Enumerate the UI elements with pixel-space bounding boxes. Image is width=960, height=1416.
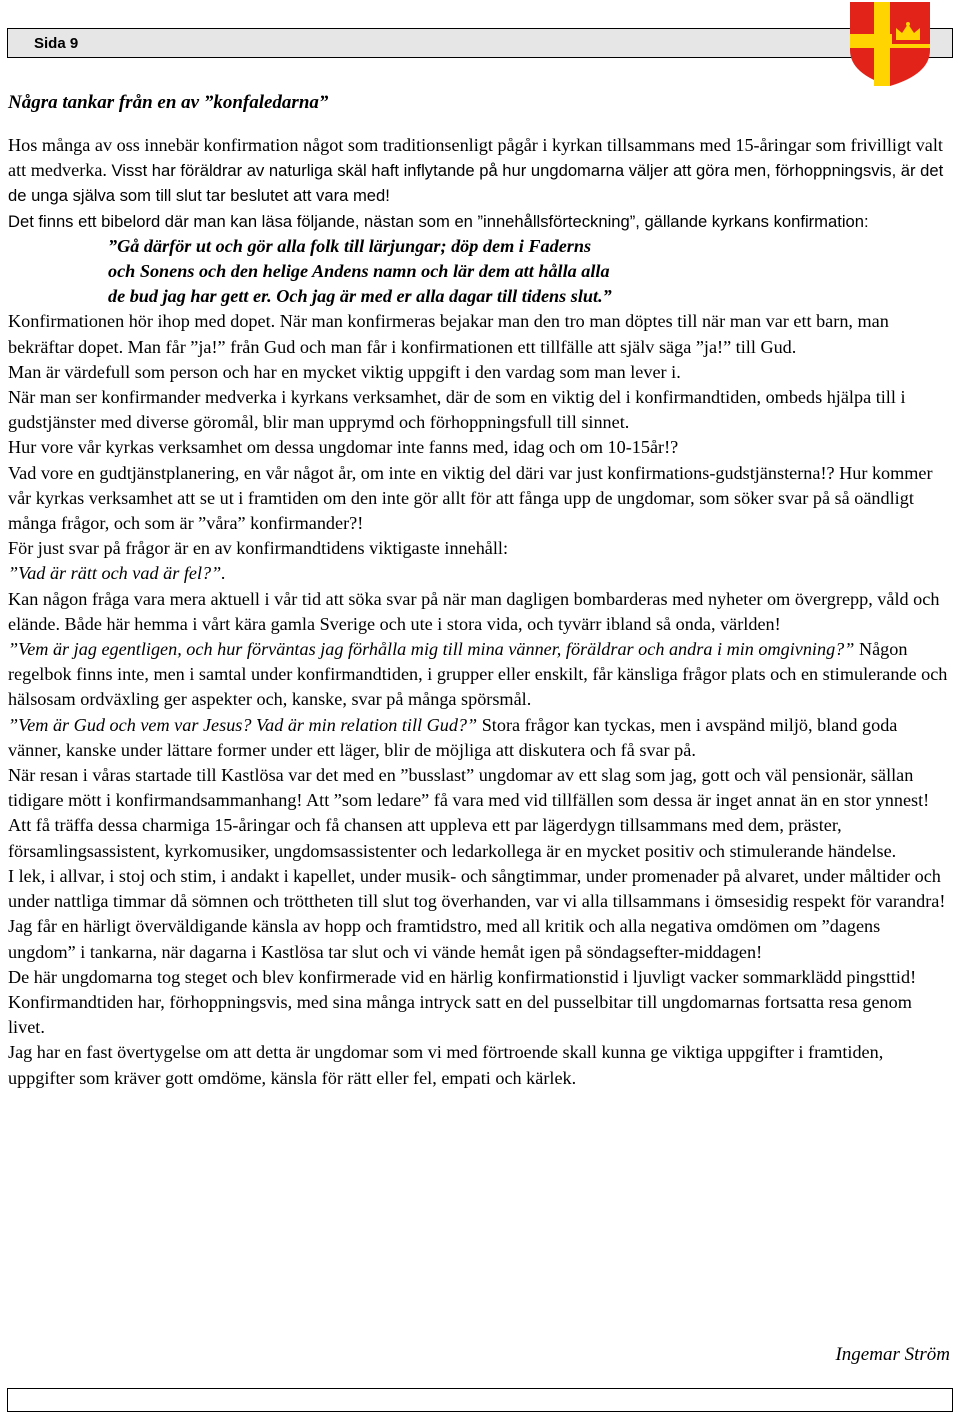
article-title: Några tankar från en av ”konfaledarna”	[8, 92, 329, 113]
paragraph: ”Vem är jag egentligen, och hur förväntas jag förhålla mig till mina vänner, föräldrar och andra i min omgivning?” Någon regelbok finns inte, men i samtal under konfirmandtiden, i grupper eller enskilt, får känsliga frågor plats och en stimulerande och hälsosam ordväxling ger aspekter och, kanske, svar på många spörsmål.	[8, 639, 948, 710]
paragraph: För just svar på frågor är en av konfirmandtidens viktigaste innehåll:	[8, 538, 509, 559]
paragraph: I lek, i allvar, i stoj och stim, i andakt i kapellet, under musik- och sångtimmar, under promenader på alvaret, under måltider och under nattliga timmar då sömnen och tröttheten till slut tog överhanden, var vi alla tillsammans i ömsesidig respekt för varandra!	[8, 865, 946, 912]
page-header-bar	[7, 28, 953, 58]
page-number: Sida 9	[34, 35, 79, 52]
paragraph: Jag har en fast övertygelse om att detta är ungdomar som vi med förtroende skall kunna ge viktiga uppgifter i framtiden, uppgifter som kräver gott omdöme, känsla för rätt eller fel, empati och kärlek.	[8, 1042, 884, 1088]
page-footer-bar	[7, 1388, 953, 1412]
question-line: ”Vem är Gud och vem var Jesus? Vad är min relation till Gud?”	[8, 714, 478, 735]
paragraph: Kan någon fråga vara mera aktuell i vår tid att söka svar på när man dagligen bombarderas med nyheter om övergrepp, våld och elände. Både här hemma i vårt kära gamla Sverige och ute i stora vida, och tyvärr ibland så onda, världen!	[8, 588, 940, 634]
paragraph: Det finns ett bibelord där man kan läsa följande, nästan som en ”innehållsförteckning”, gällande kyrkans konfirmation:	[8, 211, 869, 231]
paragraph: Man är värdefull som person och har en mycket viktig uppgift i den vardag som man lever i.	[8, 361, 681, 382]
paragraph: Vad vore en gudtjänstplanering, en vår något år, om inte en viktig del däri var just konfirmations-gudstjänsterna!? Hur kommer vår kyrkas verksamhet att se ut i framtiden om den inte gör allt för att fånga upp de ungdomar, som söker svar på så oändligt många frågor, och som är ”våra” konfirmander?!	[8, 462, 933, 534]
paragraph: De här ungdomarna tog steget och blev konfirmerade vid en härlig konfirmationstid i ljuvligt vacker sommarklädd pingsttid!	[8, 966, 917, 987]
church-cross-crown-logo	[844, 2, 936, 86]
crown-jewel	[906, 22, 910, 26]
paragraph: När resan i våras startade till Kastlösa var det med en ”busslast” ungdomar av ett slag som jag, gott och väl pensionär, sällan tidigare mött i konfirmandsammanhang! Att ”som ledare” få vara med vid tillfällen som dessa är inget annat än en stor ynnest! Att få träffa dessa charmiga 15-åringar och få chansen att uppleva ett par lägerdygn tillsammans med dem, präster, församlingsassistent, kyrkomusiker, ungdomsassistenter och ledarkollega är en mycket positiv och stimulerande händelse.	[8, 765, 930, 861]
paragraph: Hos många av oss innebär konfirmation något som traditionsenligt pågår i kyrkan tillsammans med 15-åringar som frivilligt valt att medverka. Visst har föräldrar av naturliga skäl haft inflytande på hur ungdomarna väljer att göra men, förhoppningsvis, är det de unga själva som till slut tar beslutet att vara med!	[8, 135, 944, 206]
bible-quote-line: de bud jag har gett er. Och jag är med er alla dagar till tidens slut.”	[108, 286, 612, 307]
question-line: ”Vem är jag egentligen, och hur förväntas jag förhålla mig till mina vänner, föräldrar och andra i min omgivning?”	[8, 639, 855, 660]
paragraph: När man ser konfirmander medverka i kyrkans verksamhet, där de som en viktig del i konfirmandtiden, ombeds hjälpa till i gudstjänster med diverse göromål, blir man upprymd och förhoppningsfull till sinnet.	[8, 387, 906, 433]
bible-quote-line: ”Gå därför ut och gör alla folk till lärjungar; döp dem i Faderns	[108, 235, 592, 256]
article-body	[8, 133, 952, 1091]
paragraph: Hur vore vår kyrkas verksamhet om dessa ungdomar inte fanns med, idag och om 10-15år!?	[8, 437, 679, 458]
paragraph: Konfirmationen hör ihop med dopet. När man konfirmeras bejakar man den tro man döptes till när man var ett barn, man bekräftar dopet. Man får ”ja!” från Gud och man får i konfirmationen ett tillfälle att själv säga ”ja!” till Gud.	[8, 311, 889, 357]
question-line: ”Vad är rätt och vad är fel?”.	[8, 563, 226, 584]
paragraph: Konfirmandtiden har, förhoppningsvis, med sina många intryck satt en del pusselbitar till ungdomarnas fortsatta resa genom livet.	[8, 991, 912, 1038]
bible-quote-line: och Sonens och den helige Andens namn och lär dem att hålla alla	[108, 261, 610, 282]
paragraph: Jag får en härligt överväldigande känsla av hopp och framtidstro, med all kritik och alla negativa omdömen om ”dagens ungdom” i tankarna, när dagarna i Kastlösa tar slut och vi vände hemåt igen på söndagsefter-middagen!	[8, 916, 881, 962]
author-signature: Ingemar Ström	[835, 1344, 950, 1365]
paragraph: ”Vem är Gud och vem var Jesus? Vad är min relation till Gud?” Stora frågor kan tyckas, men i avspänd miljö, bland goda vänner, kanske under lättare former under ett läger, blir de möjliga att diskutera och få svar på.	[8, 714, 898, 760]
